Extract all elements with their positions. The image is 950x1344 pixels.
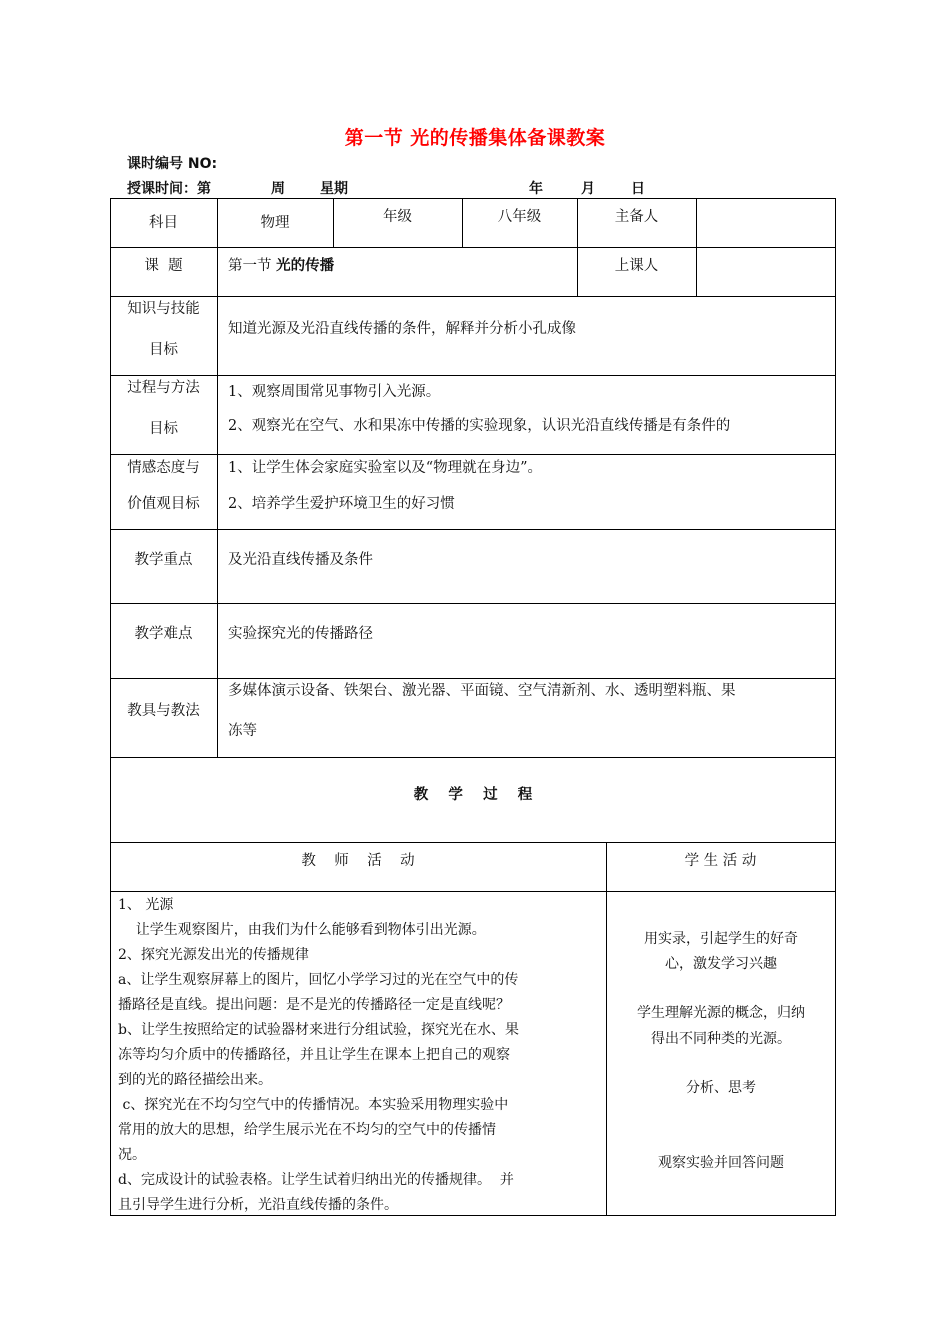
teacher-line: 况。 (118, 1147, 146, 1163)
rule (110, 757, 836, 758)
rule (835, 198, 836, 1216)
teacher-activity-header: 教 师 活 动 (301, 853, 415, 869)
student-note-1a: 用实录，引起学生的好奇 (644, 931, 798, 947)
student-note-3: 分析、思考 (686, 1080, 756, 1096)
topic-name: 光的传播 (276, 258, 335, 274)
tools-label: 教具与教法 (127, 703, 200, 719)
student-note-1b: 心，激发学习兴趣 (665, 956, 777, 972)
student-note-2b: 得出不同种类的光源。 (651, 1031, 791, 1047)
student-activity-header: 学 生 活 动 (684, 853, 757, 869)
rule (110, 842, 836, 843)
teacher-line: 常用的放大的思想，给学生展示光在不均匀的空气中的传播情 (118, 1122, 496, 1138)
teacher-line: 冻等均匀介质中的传播路径，并且让学生在课本上把自己的观察 (118, 1047, 510, 1063)
day-label: 日 (631, 181, 645, 197)
subject-label: 科目 (149, 215, 178, 231)
focus-label: 教学重点 (134, 552, 193, 568)
student-note-4: 观察实验并回答问题 (658, 1155, 784, 1171)
grade-value: 八年级 (497, 209, 542, 225)
rule (110, 296, 836, 297)
rule (696, 198, 697, 296)
process-line-1: 1、观察周围常见事物引入光源。 (228, 384, 441, 400)
rule (217, 198, 218, 757)
student-note-2a: 学生理解光源的概念，归纳 (637, 1005, 805, 1021)
emotion-line-2: 2、培养学生爱护环境卫生的好习惯 (228, 496, 455, 512)
weekday-label: 星期 (320, 181, 348, 197)
rule (110, 678, 836, 679)
emotion-label-l2: 价值观目标 (127, 496, 200, 512)
rule (110, 375, 836, 376)
grade-label: 年级 (383, 209, 412, 225)
process-line-2: 2、观察光在空气、水和果冻中传播的实验现象，认识光沿直线传播是有条件的 (228, 418, 731, 434)
rule (110, 454, 836, 455)
year-label: 年 (529, 181, 543, 197)
rule (110, 529, 836, 530)
teacher-line: 到的光的路径描绘出来。 (118, 1072, 272, 1088)
teaching-process-heading: 教 学 过 程 (413, 787, 533, 803)
teacher-line: a、让学生观察屏幕上的图片，回忆小学学习过的光在空气中的传 (118, 972, 519, 988)
week-label: 周 (271, 181, 285, 197)
knowledge-label-l2: 目标 (149, 342, 178, 358)
focus-text: 及光沿直线传播及条件 (228, 552, 373, 568)
tools-line-2: 冻等 (228, 723, 257, 739)
teacher-line: c、探究光在不均匀空气中的传播情况。本实验采用物理实验中 (118, 1097, 509, 1113)
rule (110, 198, 836, 199)
difficulty-label: 教学难点 (134, 626, 193, 642)
subject-value: 物理 (260, 215, 290, 231)
process-label-l1: 过程与方法 (127, 380, 200, 396)
difficulty-text: 实验探究光的传播路径 (228, 626, 373, 642)
preparer-label: 主备人 (614, 209, 659, 225)
lesson-plan-table (110, 198, 836, 1216)
teacher-line: 1、 光源 (118, 897, 174, 913)
lesson-number: 课时编号 NO: (127, 156, 218, 172)
month-label: 月 (581, 181, 595, 197)
time-label: 授课时间：第 (127, 181, 211, 197)
teacher-line: d、完成设计的试验表格。让学生试着归纳出光的传播规律。 并 (118, 1172, 514, 1188)
topic-prefix: 第一节 (228, 258, 272, 274)
knowledge-text: 知道光源及光沿直线传播的条件，解释并分析小孔成像 (228, 321, 576, 337)
rule (110, 247, 836, 248)
emotion-line-1: 1、让学生体会家庭实验室以及“物理就在身边”。 (228, 460, 543, 476)
teacher-line: 让学生观察图片，由我们为什么能够看到物体引出光源。 (118, 922, 486, 938)
teacher-line: 2、探究光源发出光的传播规律 (118, 947, 309, 963)
knowledge-label-l1: 知识与技能 (127, 301, 200, 317)
emotion-label-l1: 情感态度与 (127, 460, 200, 476)
rule (110, 891, 836, 892)
process-label-l2: 目标 (149, 421, 178, 437)
document-title: 第一节 光的传播集体备课教案 (344, 127, 606, 149)
rule (110, 603, 836, 604)
teacher-line: b、让学生按照给定的试验器材来进行分组试验，探究光在水、果 (118, 1022, 519, 1038)
teacher-line: 且引导学生进行分析，光沿直线传播的条件。 (118, 1197, 398, 1213)
topic-label: 课 题 (144, 258, 183, 274)
tools-line-1: 多媒体演示设备、铁架台、激光器、平面镜、空气清新剂、水、透明塑料瓶、果 (228, 683, 736, 699)
teacher-label: 上课人 (614, 258, 659, 274)
topic-value (228, 256, 573, 276)
teacher-line: 播路径是直线。提出问题：是不是光的传播路径一定是直线呢？ (118, 997, 510, 1013)
